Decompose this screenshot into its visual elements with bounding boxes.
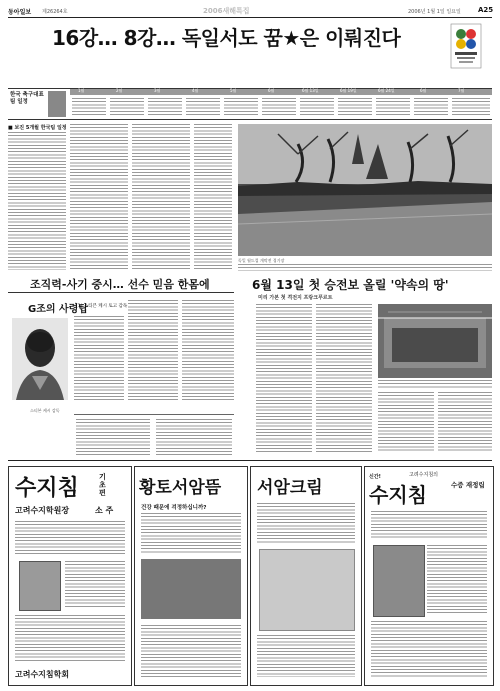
article1-text-col4	[194, 124, 232, 270]
ad4-top: 고려수지침의	[409, 472, 438, 478]
masthead-page: A25	[478, 6, 494, 14]
coach-photo	[12, 318, 68, 400]
masthead-paper: 동아일보	[8, 9, 32, 16]
schedule-photo	[48, 91, 66, 117]
article1-text-col2	[70, 124, 128, 270]
ad2-title: 황토서암뜸	[139, 478, 222, 498]
frankfurt-text-col4	[438, 392, 492, 452]
schedule-cells	[70, 96, 492, 117]
article1-kicker: ■ 보진 5개월 한국팀 일정	[8, 125, 67, 131]
stadium-caption-lines	[238, 264, 492, 271]
ad-sujichim-basic	[8, 466, 132, 686]
coach-infobox	[74, 414, 234, 457]
ad4-badge: 신간!	[369, 474, 381, 480]
schedule-month-8: 6월 24일	[378, 88, 395, 93]
ad4-title: 수지침	[369, 483, 427, 507]
masthead-edition: 제26264호	[42, 8, 68, 15]
schedule-month-5: 6월	[268, 88, 275, 93]
ad1-org2: 소 주	[95, 506, 114, 515]
ad1-title: 수지침	[15, 476, 79, 501]
schedule-month-10: 7월	[458, 88, 465, 93]
ad2-product-photo	[141, 559, 241, 619]
ad1-footer: 고려수지침학회	[15, 670, 70, 679]
schedule-month-2: 3월	[154, 88, 161, 93]
schedule-label: 한국 축구대표팀 일정	[10, 92, 44, 105]
subhead-frankfurt-kicker: 미리 가본 첫 격전지 프랑크푸르트	[258, 295, 333, 301]
headline: 16강… 8강… 독일서도 꿈★은 이뤄진다	[52, 26, 401, 50]
subhead-coach: 조직력-사기 중시… 선수 믿음 한몸에	[30, 278, 210, 291]
ad3-title: 서암크림	[257, 478, 323, 498]
coach-sub: (1) 스티븐 케시 토고 감독	[76, 304, 128, 309]
frankfurt-stadium-photo	[378, 304, 492, 378]
schedule-month-3: 4월	[192, 88, 199, 93]
ad-hwangto	[134, 466, 248, 686]
ad4-book	[373, 545, 425, 617]
coach-text-col1	[74, 316, 124, 402]
ad1-book	[19, 561, 61, 611]
subhead-frankfurt: 6월 13일 첫 승전보 올릴 '약속의 땅'	[252, 278, 449, 292]
schedule-month-7: 6월 19일	[340, 88, 357, 93]
schedule-month-1: 2월	[116, 88, 123, 93]
worldcup-logo	[445, 22, 487, 72]
ad1-title-side: 기초편	[99, 473, 106, 497]
ad1-org: 고려수지학원장	[15, 506, 70, 515]
coach-text-col3	[182, 300, 234, 402]
schedule-months	[70, 88, 492, 94]
coach-photo-caption: 스티븐 케시 감독	[30, 408, 60, 413]
stadium-photo-caption: 독일 월드컵 개막전 경기장	[238, 258, 285, 263]
ad3-product-photo	[259, 549, 355, 631]
schedule-month-0: 1월	[78, 88, 85, 93]
ad-sujichim-new	[364, 466, 494, 686]
schedule-month-4: 5월	[230, 88, 237, 93]
frankfurt-text-col2	[316, 304, 372, 452]
frankfurt-photo-caption-lines	[378, 380, 492, 388]
schedule-month-9: 6월	[420, 88, 427, 93]
coach-text-col2	[128, 300, 178, 402]
ad2-sub: 건강 때문에 걱정하십니까?	[141, 505, 207, 511]
article1-text-col3	[132, 124, 190, 270]
frankfurt-text-col3	[378, 392, 434, 452]
ad-seoam-cream	[250, 466, 362, 686]
masthead-section: 2006새해특집	[203, 7, 250, 15]
stadium-photo	[238, 124, 492, 256]
masthead	[8, 6, 492, 16]
schedule-month-6: 6월 13일	[302, 88, 319, 93]
article1-text-col1	[8, 132, 66, 270]
masthead-date: 2006년 1월 1일 일요일	[408, 8, 461, 15]
ad4-title-side: 수증 재정립	[451, 481, 485, 489]
frankfurt-text-col1	[256, 304, 312, 452]
coach-label: G조의 사령탑	[28, 304, 88, 315]
